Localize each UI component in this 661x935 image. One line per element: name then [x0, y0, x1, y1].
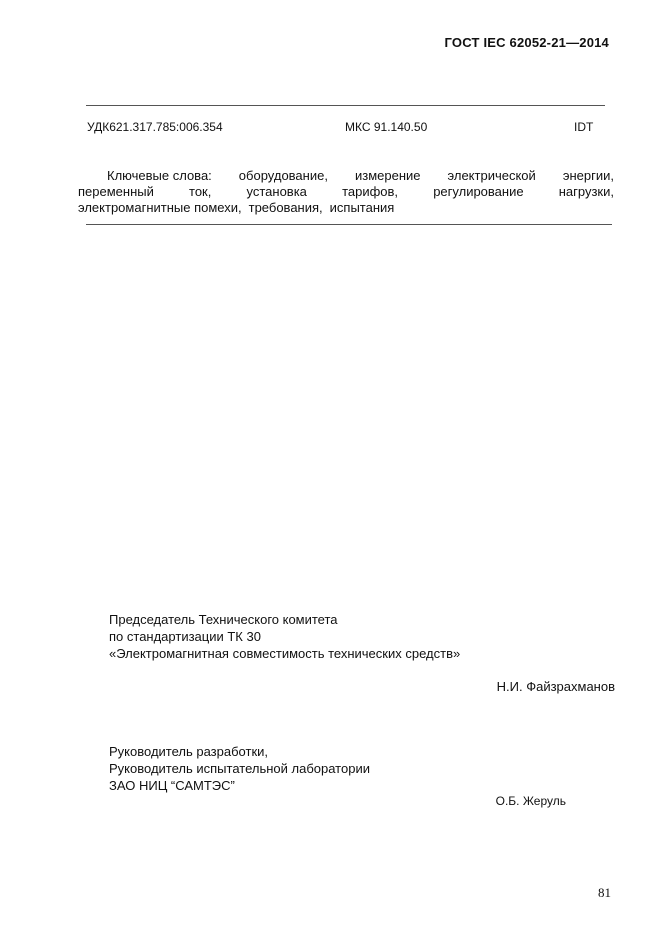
- keywords-line-3: [78, 200, 614, 216]
- page-number: 81: [598, 885, 611, 900]
- committee-line-2: по стандартизации ТК 30: [109, 629, 261, 644]
- mks-code: МКС 91.140.50: [345, 120, 428, 134]
- bottom-divider: [86, 224, 612, 225]
- keyword-word: измерение: [354, 168, 421, 183]
- committee-block: [109, 611, 460, 662]
- keyword-word: энергии,: [562, 168, 614, 183]
- keyword-word: оборудование,: [238, 168, 328, 183]
- developer-signatory: О.Б. Жеруль: [495, 794, 566, 808]
- top-divider: [86, 105, 605, 106]
- keyword-word: регулирование: [433, 184, 524, 199]
- keyword-word: испытания: [329, 200, 395, 215]
- developer-line-3: ЗАО НИЦ “САМТЭС”: [109, 778, 235, 793]
- idt-label: IDT: [574, 120, 594, 134]
- keyword-word: электрической: [447, 168, 536, 183]
- standard-designation: ГОСТ IEC 62052-21—2014: [444, 35, 609, 50]
- keyword-word: переменный: [78, 184, 154, 199]
- keyword-word: нагрузки,: [558, 184, 614, 199]
- keyword-word: требования,: [248, 200, 323, 215]
- keyword-word: электромагнитные помехи,: [78, 200, 242, 215]
- keyword-word: Ключевые слова:: [107, 168, 212, 183]
- developer-line-1: Руководитель разработки,: [109, 744, 269, 759]
- developer-block: [109, 743, 370, 794]
- committee-line-1: Председатель Технического комитета: [109, 612, 338, 627]
- keyword-word: установка: [246, 184, 307, 199]
- keywords-line-1: [78, 168, 614, 184]
- committee-line-3: «Электромагнитная совместимость технических средств»: [109, 646, 461, 661]
- keyword-word: тарифов,: [342, 184, 399, 199]
- keywords-paragraph: [78, 168, 614, 216]
- keyword-word: ток,: [189, 184, 212, 199]
- udk-code: УДК621.317.785:006.354: [87, 120, 223, 134]
- developer-line-2: Руководитель испытательной лаборатории: [109, 761, 370, 776]
- keywords-line-2: [78, 184, 614, 200]
- committee-signatory: Н.И. Файзрахманов: [496, 679, 615, 694]
